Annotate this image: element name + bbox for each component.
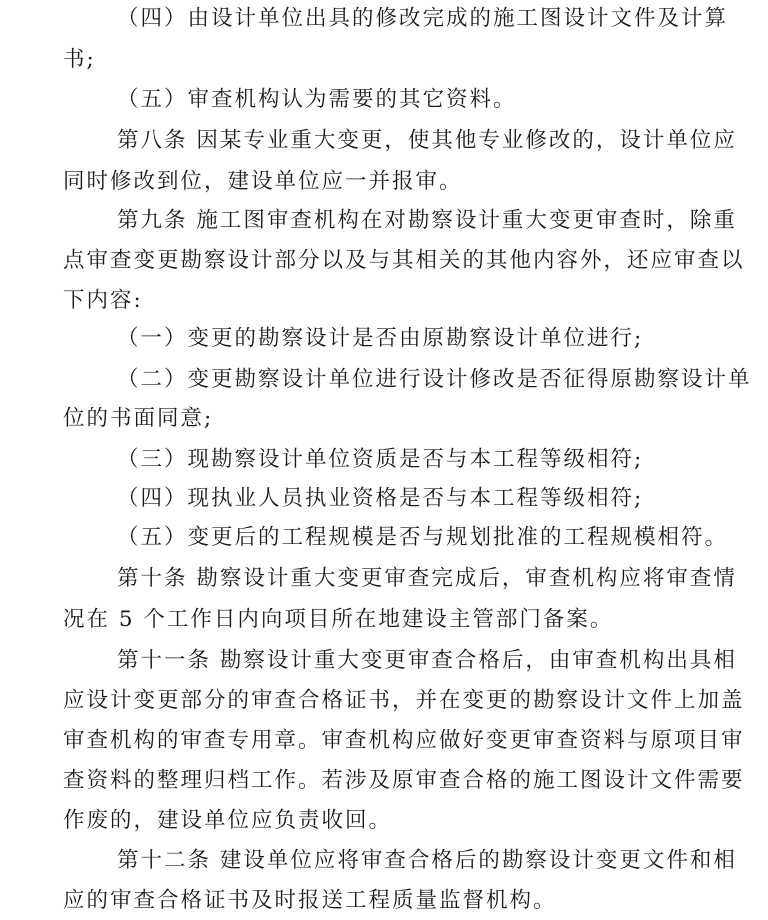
article-12-line-2: 应的审查合格证书及时报送工程质量监督机构。	[63, 888, 557, 913]
item-5-line: （五）审查机构认为需要的其它资料。	[117, 87, 517, 112]
article-9-item-5: （五）变更后的工程规模是否与规划批准的工程规模相符。	[117, 525, 729, 550]
article-9-item-4: （四）现执业人员执业资格是否与本工程等级相符;	[117, 486, 644, 511]
article-9-line-3: 下内容:	[63, 288, 143, 313]
article-8-line-1: 第八条 因某专业重大变更，使其他专业修改的，设计单位应	[117, 128, 737, 153]
article-11-line-2: 应设计变更部分的审查合格证书，并在变更的勘察设计文件上加盖	[63, 688, 745, 713]
article-9-line-1: 第九条 施工图审查机构在对勘察设计重大变更审查时，除重	[117, 208, 737, 233]
article-9-line-2: 点审查变更勘察设计部分以及与其相关的其他内容外，还应审查以	[63, 248, 745, 273]
article-12-line-1: 第十二条 建设单位应将审查合格后的勘察设计变更文件和相	[117, 848, 737, 873]
article-9-item-2-line-1: （二）变更勘察设计单位进行设计修改是否征得原勘察设计单	[117, 367, 752, 392]
item-4-line-1: （四）由设计单位出具的修改完成的施工图设计文件及计算	[117, 6, 729, 31]
article-10-line-2: 况在 5 个工作日内向项目所在地建设主管部门备案。	[63, 607, 614, 632]
article-10-line-1: 第十条 勘察设计重大变更审查完成后，审查机构应将审查情	[117, 566, 737, 591]
article-11-line-5: 作废的，建设单位应负责收回。	[63, 808, 393, 833]
article-9-item-3: （三）现勘察设计单位资质是否与本工程等级相符;	[117, 447, 644, 472]
article-8-line-2: 同时修改到位，建设单位应一并报审。	[63, 169, 463, 194]
article-11-line-4: 查资料的整理归档工作。若涉及原审查合格的施工图设计文件需要	[63, 768, 745, 793]
article-9-item-1: （一）变更的勘察设计是否由原勘察设计单位进行;	[117, 326, 644, 351]
article-11-line-1: 第十一条 勘察设计重大变更审查合格后，由审查机构出具相	[117, 648, 737, 673]
item-4-line-2: 书;	[63, 47, 96, 72]
article-9-item-2-line-2: 位的书面同意;	[63, 406, 214, 431]
article-11-line-3: 审查机构的审查专用章。审查机构应做好变更审查资料与原项目审	[63, 728, 745, 753]
